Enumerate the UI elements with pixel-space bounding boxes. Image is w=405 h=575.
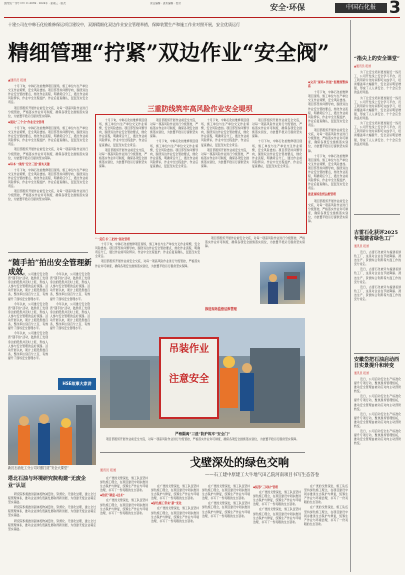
top-story-body-mid	[95, 236, 200, 316]
left-story-body-2	[50, 272, 90, 347]
inset-para: 项目部组织开展作业前安全交底，对每一项高风险作业进行分级管控，严格落实作业许可制度，确保各项安全措施落实到位，为装置平稳运行提供坚实保障。	[252, 118, 302, 139]
top-body-para: 十月下旬，中韩石化检维修项目现场，施工单位与生产单位交叉作业频繁，安全风险叠加。项目部坚持问题导向，围绕双边作业安全管控要点，细化作业流程，明确责任分工，通过作业前风险辨识、作业中全过程监护、作业后复查确认，层层压实安全责任。	[308, 90, 348, 127]
caption-para: 项目部组织开展作业前安全交底，对每一项高风险作业进行分级管控，严格落实作业许可制度，确保各项安全措施落实到位，为装置平稳运行提供坚实保障。	[106, 437, 299, 441]
bottom-left-para: 研究院积极推进固体废物减量化、资源化、无害化处理，建立全过程管理体系，推动企业绿色低碳发展取得新进展，为创建无废企业奠定坚实基础。	[8, 518, 96, 531]
inset-col-3	[201, 118, 249, 228]
bottom-headline: 戈壁深处的绿色交响	[190, 456, 289, 469]
worker-group-icon	[8, 395, 96, 465]
warning-sign-1: 吊装作业	[169, 344, 209, 355]
top-story-body-mid-2	[205, 236, 305, 261]
bottom-col-3	[202, 484, 250, 572]
top-body-para: 十月下旬，中韩石化检维修项目现场，施工单位与生产单位交叉作业频繁，安全风险叠加。项目部坚持问题导向，围绕双边作业安全管控要点，细化作业流程，明确责任分工，通过作业前风险辨识、作业中全过程监护、作业后复查确认，层层压实安全责任。	[8, 167, 88, 189]
bottom-para: 在广袤的戈壁深处，施工队伍坚持绿色施工理念，在项目建设中同步推进生态保护与修复，统筹生产作业与环境治理，书写了一份亮眼的生态答卷。	[253, 490, 301, 507]
top-subheading: 推进现场监督运维管理	[308, 192, 336, 197]
top-body-para: 项目部组织开展作业前安全交底，对每一项高风险作业进行分级管控，严格落实作业许可制度，确保各项安全措施落实到位，为装置平稳运行提供坚实保障。	[8, 147, 88, 160]
right-headline-2: 古雷石化获评2025年福建省绿色工厂	[354, 230, 398, 242]
left-story-para: 今年以来，公司推行安全隐患“随手拍”活动，鼓励员工发现身边的隐患并及时上报，形成人人参与安全管理的良好氛围。活动开展以来，累计上报隐患数百条，整改率达到百分之百，有效提升了现场安全管理水平。	[8, 331, 48, 360]
bottom-left-headline: 塔北石油与环境研究院构建“无废企业”认证	[8, 476, 86, 489]
page-number: 3	[389, 0, 401, 18]
top-subheading: ◆强化“三个全”作业安全管理	[8, 119, 45, 124]
right-column-divider	[350, 20, 351, 572]
masthead-editors: 责任编辑 · 美术编辑 · 校对	[150, 2, 181, 5]
left-story-para: 今年以来，公司推行安全隐患“随手拍”活动，鼓励员工发现身边的隐患并及时上报，形成人人参与安全管理的良好氛围。活动开展以来，累计上报隐患数百条，整改率达到百分之百，有效提升了现场安全管理水平。	[50, 301, 90, 331]
right-para: 近日，古雷石化被评为福建省绿色工厂，这是对企业在节能降碳、清洁生产、资源综合利用等方面工作的充分肯定。	[354, 250, 401, 267]
site-photo-large	[100, 318, 305, 428]
right-para: 为了让安全培训更加贴近一线员工，公司开发线上安全学习平台，员工利用碎片化时间即可完成学习，培训覆盖率大幅提升，安全意识明显增强，形成了人人讲安全、个个会应急的良好局面。	[354, 95, 401, 121]
top-headline: 精细管理“拧紧”双边作业“安全阀”	[8, 40, 330, 65]
inset-col-1	[99, 118, 147, 228]
paper-name: 中国石化报	[335, 3, 387, 13]
bottom-col-2	[151, 484, 199, 572]
top-body-para: 项目部组织开展作业前安全交底，对每一项高风险作业进行分级管控，严格落实作业许可制度，确保各项安全措施落实到位，为装置平稳运行提供坚实保障。	[205, 236, 305, 249]
top-subheading: ◆完善“现场+智能”监测预警体系	[308, 80, 348, 89]
inset-col-4	[252, 118, 302, 228]
top-body-para: 十月下旬，中韩石化检维修项目现场，施工单位与生产单位交叉作业频繁，安全风险叠加。项目部坚持问题导向，围绕双边作业安全管控要点，细化作业流程，明确责任分工，通过作业前风险辨识、作业中全过程监护、作业后复查确认，层层压实安全责任。	[8, 125, 88, 147]
bottom-para: 在广袤的戈壁深处，施工队伍坚持绿色施工理念，在项目建设中同步推进生态保护与修复，统筹生产作业与环境治理，书写了一份亮眼的生态答卷。	[304, 505, 348, 526]
right-byline-2: 通讯员 报道	[354, 244, 369, 248]
bottom-para: 在广袤的戈壁深处，施工队伍坚持绿色施工理念，在项目建设中同步推进生态保护与修复，统筹生产作业与环境治理，书写了一份亮眼的生态答卷。	[202, 484, 250, 501]
hse-badge: HSE故事大家讲	[58, 378, 96, 390]
bottom-col-5	[304, 484, 348, 572]
bottom-left-body	[8, 492, 96, 572]
right-para: 近日，公司启动安全生产标准化提升专项行动，聚焦现场管理短板，推动安全管理由被动应对向主动预防转变。	[354, 429, 401, 446]
right-para: 近日，公司启动安全生产标准化提升专项行动，聚焦现场管理短板，推动安全管理由被动应对向主动预防转变。	[354, 377, 401, 394]
right-para: 近日，公司启动安全生产标准化提升专项行动，聚焦现场管理短板，推动安全管理由被动应对向主动预防转变。	[354, 411, 401, 429]
top-lede: 十建公司在中韩石化检维修保运项目建设中，双源精细化双边作业安全管理举措，保障装置生产和施工作业对照开展，安全优质运行	[8, 22, 240, 27]
right-para: 为了让安全培训更加贴近一线员工，公司开发线上安全学习平台，员工利用碎片化时间即可完成学习，培训覆盖率大幅提升，安全意识明显增强，形成了人人讲安全、个个会应急的良好局面。	[354, 70, 401, 95]
top-body-para: 项目部组织开展作业前安全交底，对每一项高风险作业进行分级管控，严格落实作业许可制度，确保各项安全措施落实到位，为装置平稳运行提供坚实保障。	[95, 259, 200, 268]
top-body-para: 项目部组织开展作业前安全交底，对每一项高风险作业进行分级管控，严格落实作业许可制度，确保各项安全措施落实到位，为装置平稳运行提供坚实保障。	[8, 105, 88, 118]
bottom-col-4	[253, 484, 301, 572]
top-subheading: “一责任书·三把控”强化管理	[95, 237, 130, 241]
inset-para: 十月下旬，中韩石化检维修项目现场，施工单位与生产单位交叉作业频繁，安全风险叠加。项目部坚持问题导向，围绕双边作业安全管控要点，细化作业流程，明确责任分工，通过作业前风险辨识、作业中全过程监护、作业后复查确认，层层压实安全责任。	[99, 118, 147, 147]
left-story-para: 今年以来，公司推行安全隐患“随手拍”活动，鼓励员工发现身边的隐患并及时上报，形成人人参与安全管理的良好氛围。活动开展以来，累计上报隐患数百条，整改率达到百分之百，有效提升了现场安全管理水平。	[50, 272, 90, 301]
top-body-para: 十月下旬，中韩石化检维修项目现场，施工单位与生产单位交叉作业频繁，安全风险叠加。项目部坚持问题导向，围绕双边作业安全管控要点，细化作业流程，明确责任分工，通过作业前风险辨识、作业中全过程监护、作业后复查确认，层层压实安全责任。	[95, 242, 200, 259]
right-rule-1	[354, 214, 400, 215]
left-story-para: 今年以来，公司推行安全隐患“随手拍”活动，鼓励员工发现身边的隐患并及时上报，形成人人参与安全管理的良好氛围。活动开展以来，累计上报隐患数百条，整改率达到百分之百，有效提升了现场安全管理水平。	[8, 272, 48, 301]
bottom-left-para: 研究院积极推进固体废物减量化、资源化、无害化处理，建立全过程管理体系，推动企业绿色低碳发展取得新进展，为创建无废企业奠定坚实基础。	[8, 492, 96, 505]
inset-para: 项目部组织开展作业前安全交底，对每一项高风险作业进行分级管控，严格落实作业许可制度，确保各项安全措施落实到位，为装置平稳运行提供坚实保障。	[99, 147, 147, 169]
left-photo	[8, 395, 96, 465]
section-label: 安全·环保	[270, 3, 306, 12]
inset-para: 项目部组织开展作业前安全交底，对每一项高风险作业进行分级管控，严格落实作业许可制度，确保各项安全措施落实到位，为装置平稳运行提供坚实保障。	[150, 118, 198, 139]
top-body-para: 项目部组织开展作业前安全交底，对每一项高风险作业进行分级管控，严格落实作业许可制度，确保各项安全措施落实到位，为装置平稳运行提供坚实保障。	[308, 128, 348, 153]
inset-para: 十月下旬，中韩石化检维修项目现场，施工单位与生产单位交叉作业频繁，安全风险叠加。项目部坚持问题导向，围绕双边作业安全管控要点，细化作业流程，明确责任分工，通过作业前风险辨识、作业中全过程监护、作业后复查确认，层层压实安全责任。	[252, 139, 302, 169]
inset-para: 十月下旬，中韩石化检维修项目现场，施工单位与生产单位交叉作业频繁，安全风险叠加。项目部坚持问题导向，围绕双边作业安全管控要点，细化作业流程，明确责任分工，通过作业前风险辨识、作业中全过程监护、作业后复查确认，层层压实安全责任。	[150, 139, 198, 169]
right-byline-1: ▲通讯员 报道	[354, 64, 372, 68]
bottom-subheading: ◆绿色施工带来“新”变化	[151, 501, 182, 506]
top-story-body-left	[8, 78, 88, 248]
right-headline-3: 安徽岱把石油启动西日实景提升和转变	[354, 357, 400, 369]
right-body-3	[354, 377, 401, 572]
bottom-para: 在广袤的戈壁深处，施工队伍坚持绿色施工理念，在项目建设中同步推进生态保护与修复，统筹生产作业与环境治理，书写了一份亮眼的生态答卷。	[202, 501, 250, 518]
bottom-para: 在广袤的戈壁深处，施工队伍坚持绿色施工理念，在项目建设中同步推进生态保护与修复，统筹生产作业与环境治理，书写了一份亮眼的生态答卷。	[304, 484, 348, 505]
bottom-subhead: ——石工建中原建工大牛地气田乙院河南项目书写生态答卷	[205, 473, 320, 478]
warning-sign-2: 注意安全	[169, 374, 209, 385]
worker-silhouette-icon	[260, 262, 305, 304]
bottom-para: 在广袤的戈壁深处，施工队伍坚持绿色施工理念，在项目建设中同步推进生态保护与修复，统筹生产作业与环境治理，书写了一份亮眼的生态答卷。	[100, 476, 148, 493]
bottom-para: 在广袤的戈壁深处，施工队伍坚持绿色施工理念，在项目建设中同步推进生态保护与修复，统筹生产作业与环境治理，书写了一份亮眼的生态答卷。	[151, 506, 199, 523]
top-body-para: 十月下旬，中韩石化检维修项目现场，施工单位与生产单位交叉作业频繁，安全风险叠加。项目部坚持问题导向，围绕双边作业安全管控要点，细化作业流程，明确责任分工，通过作业前风险辨识、作业中全过程监护、作业后复查确认，层层压实安全责任。	[308, 153, 348, 191]
inset-col-2	[150, 118, 198, 228]
top-body-para: 项目部组织开展作业前安全交底，对每一项高风险作业进行分级管控，严格落实作业许可制度，确保各项安全措施落实到位，为装置平稳运行提供坚实保障。	[308, 198, 348, 223]
top-body-para: 十月下旬，中韩石化检维修项目现场，施工单位与生产单位交叉作业频繁，安全风险叠加。项目部坚持问题导向，围绕双边作业安全管控要点，细化作业流程，明确责任分工，通过作业前风险辨识、作业中全过程监护、作业后复查确认，层层压实安全责任。	[8, 84, 88, 105]
top-subheading: ◆每本一线的“安全三道”落实关键	[8, 161, 50, 166]
masthead-info: 国内统一刊号 CN 11-0069 · 2024年 · 星期三 · 版次	[4, 2, 66, 5]
top-subhead: 三重防线筑牢高风险作业安全堤坝	[147, 104, 253, 113]
top-body-para: 项目部组织开展作业前安全交底，对每一项高风险作业进行分级管控，严格落实作业许可制度，确保各项安全措施落实到位，为装置平稳运行提供坚实保障。	[8, 189, 88, 202]
left-story-headline: “随手拍”拍出安全管理新成效	[8, 258, 92, 276]
bottom-left-para: 研究院积极推进固体废物减量化、资源化、无害化处理，建立全过程管理体系，推动企业绿色低碳发展取得新进展，为创建无废企业奠定坚实基础。	[8, 505, 96, 518]
inset-para: 十月下旬，中韩石化检维修项目现场，施工单位与生产单位交叉作业频繁，安全风险叠加。项目部坚持问题导向，围绕双边作业安全管控要点，细化作业流程，明确责任分工，通过作业前风险辨识、作业中全过程监护、作业后复查确认，层层压实安全责任。	[201, 118, 249, 147]
left-story-body-1	[8, 272, 48, 402]
bottom-col-1	[100, 476, 148, 572]
site-photo-small	[260, 262, 305, 304]
right-para: 近日，古雷石化被评为福建省绿色工厂，这是对企业在节能降碳、清洁生产、资源综合利用等方面工作的充分肯定。	[354, 267, 401, 284]
left-story-rule	[8, 252, 88, 253]
right-para: 近日，公司启动安全生产标准化提升专项行动，聚焦现场管理短板，推动安全管理由被动应对向主动预防转变。	[354, 394, 401, 411]
inset-para: 项目部组织开展作业前安全交底，对每一项高风险作业进行分级管控，严格落实作业许可制度，确保各项安全措施落实到位，为装置平稳运行提供坚实保障。	[201, 147, 249, 169]
right-headline-1: “指尖上的安全课堂”	[354, 56, 400, 62]
large-photo-caption: 严格隔离“三道”防护筑牢“安全门”	[175, 432, 230, 436]
bottom-subheading: ◆依托“制度+技术”	[100, 493, 125, 498]
bottom-story-rule	[100, 452, 305, 453]
left-story-para: 今年以来，公司推行安全隐患“随手拍”活动，鼓励员工发现身边的隐患并及时上报，形成人人参与安全管理的良好氛围。活动开展以来，累计上报隐患数百条，整改率达到百分之百，有效提升了现场安全管理水平。	[8, 301, 48, 331]
right-body-1	[354, 70, 401, 210]
bottom-para: 在广袤的戈壁深处，施工队伍坚持绿色施工理念，在项目建设中同步推进生态保护与修复，统筹生产作业与环境治理，书写了一份亮眼的生态答卷。	[151, 484, 199, 501]
top-story-body-right	[308, 78, 348, 313]
bottom-para: 在广袤的戈壁深处，施工队伍坚持绿色施工理念，在项目建设中同步推进生态保护与修复，统筹生产作业与环境治理，书写了一份亮眼的生态答卷。	[100, 498, 148, 515]
right-para: 为了让安全培训更加贴近一线员工，公司开发线上安全学习平台，员工利用碎片化时间即可完成学习，培训覆盖率大幅提升，安全意识明显增强，形成了人人讲安全、个个会应急的良好局面。	[354, 121, 401, 146]
bottom-subheading: ◆统筹“三同时”管理	[253, 485, 278, 489]
left-photo-caption: 新沈石油化工分公司对照打造“安全大课堂”	[8, 466, 69, 470]
right-rule-2	[354, 353, 400, 354]
right-byline-3: 通讯员 报道	[354, 371, 369, 375]
large-photo-caption-text	[100, 437, 305, 451]
right-para: 近日，古雷石化被评为福建省绿色工厂，这是对企业在节能降碳、清洁生产、资源综合利用等方面工作的充分肯定。	[354, 284, 401, 302]
top-byline: ▲通讯员 报道	[8, 78, 27, 82]
masthead-rule	[4, 17, 400, 18]
site-scene-icon	[100, 318, 305, 428]
small-photo-caption: 推进现场监督运维管理	[205, 307, 237, 311]
right-body-2	[354, 250, 401, 350]
bottom-byline: 通讯员 报道	[100, 468, 116, 472]
bottom-para: 在广袤的戈壁深处，施工队伍坚持绿色施工理念，在项目建设中同步推进生态保护与修复，统筹生产作业与环境治理，书写了一份亮眼的生态答卷。	[253, 507, 301, 524]
